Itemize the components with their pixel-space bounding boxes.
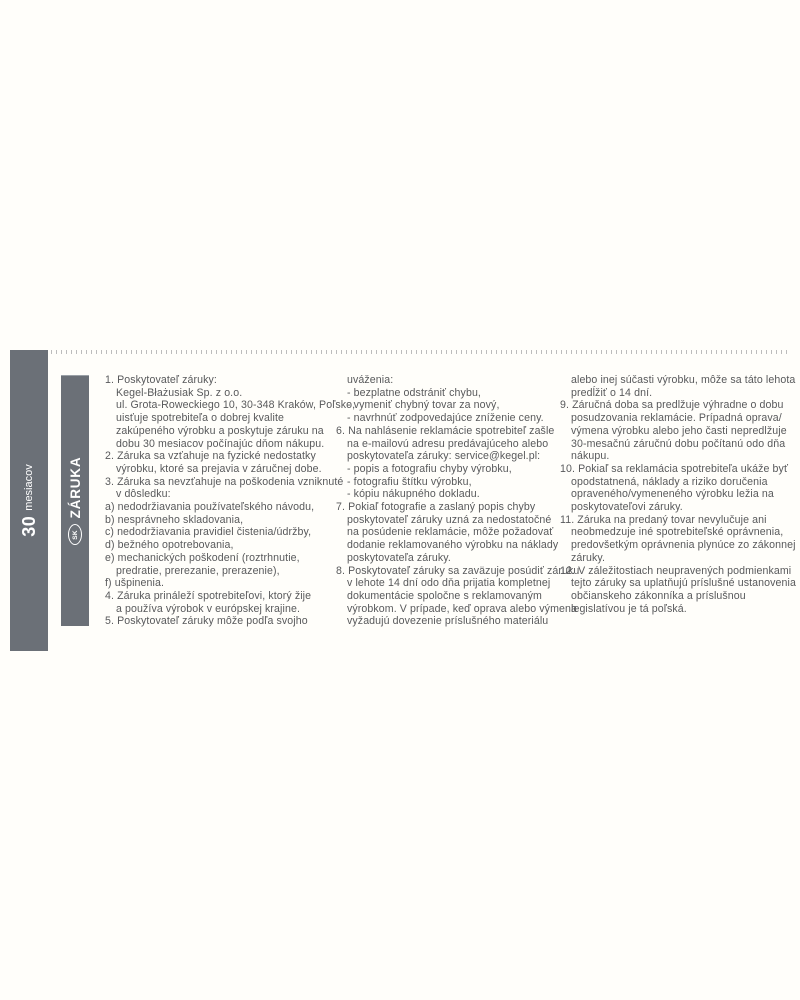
text-line: občianskeho zákonníka a príslušnou bbox=[571, 589, 746, 602]
text-line: b) nesprávneho skladovania, bbox=[105, 513, 244, 526]
warranty-title-bar bbox=[61, 375, 89, 626]
text-line: predĺžiť o 14 dní. bbox=[571, 386, 653, 399]
text-line: - bezplatne odstrániť chybu, bbox=[347, 386, 481, 399]
text-line: 7. Pokiaľ fotografie a zaslaný popis chyby bbox=[336, 501, 536, 514]
text-line: opraveného/vymeneného výrobku ležia na bbox=[571, 488, 774, 501]
text-line: f) ušpinenia. bbox=[105, 577, 165, 590]
text-column bbox=[560, 374, 796, 615]
text-line: 10. Pokiaľ sa reklamácia spotrebiteľa ukáže byť bbox=[560, 462, 789, 475]
text-line: - kópiu nákupného dokladu. bbox=[347, 488, 480, 501]
duration-bar-text bbox=[10, 350, 48, 651]
text-line: 6. Na nahlásenie reklamácie spotrebiteľ zašle bbox=[336, 424, 555, 437]
text-line: neobmedzuje iné spotrebiteľské oprávnenia, bbox=[571, 526, 784, 539]
text-line: 11. Záruka na predaný tovar nevylučuje ani bbox=[560, 513, 767, 526]
text-line: Kegel-Błażusiak Sp. z o.o. bbox=[116, 386, 243, 399]
text-line: výmena výrobku alebo jeho časti nepredlžuje bbox=[571, 424, 787, 437]
text-line: c) nedodržiavania pravidiel čistenia/údržby, bbox=[105, 526, 312, 539]
text-line: 9. Záručná doba sa predlžuje výhradne o dobu bbox=[560, 399, 784, 412]
text-line: výrobkom. V prípade, keď oprava alebo výmena bbox=[347, 602, 577, 615]
text-line: 12. V záležitostiach neupravených podmienkami bbox=[560, 564, 792, 577]
text-line: poskytovateľ záruky uzná za nedostatočné bbox=[347, 513, 552, 526]
text-line: v dôsledku: bbox=[116, 488, 171, 501]
text-line: 5. Poskytovateľ záruky môže podľa svojho bbox=[105, 615, 308, 628]
text-column bbox=[105, 374, 356, 628]
text-line: tejto záruky sa uplatňujú príslušné ustanovenia bbox=[571, 577, 796, 590]
warranty-title: ZÁRUKA bbox=[67, 456, 83, 519]
text-line: e) mechanických poškodení (roztrhnutie, bbox=[105, 551, 300, 564]
sk-country-oval-icon: SK bbox=[68, 524, 82, 545]
text-line: výrobku, ktoré sa prejavia v záručnej dobe. bbox=[116, 462, 322, 475]
text-line: dodanie reklamovaného výrobku na náklady bbox=[347, 539, 559, 552]
text-line: a používa výrobok v európskej krajine. bbox=[116, 602, 300, 615]
warranty-title-text bbox=[61, 376, 89, 626]
text-line: 30-mesačnú záručnú dobu počítanú odo dňa bbox=[571, 437, 786, 450]
text-line: d) bežného opotrebovania, bbox=[105, 539, 234, 552]
text-line: predovšetkým oprávnenia plynúce zo zákonnej bbox=[571, 539, 796, 552]
text-line: záruky. bbox=[571, 551, 606, 564]
duration-unit: mesiacov bbox=[23, 464, 35, 511]
text-line: 2. Záruka sa vzťahuje na fyzické nedostatky bbox=[105, 450, 316, 463]
text-line: 1. Poskytovateľ záruky: bbox=[105, 374, 217, 386]
text-line: ul. Grota-Roweckiego 10, 30-348 Kraków, Poľsko, bbox=[116, 399, 356, 412]
text-line: - popis a fotografiu chyby výrobku, bbox=[347, 462, 512, 475]
text-line: opodstatnená, náklady a riziko doručenia bbox=[571, 475, 768, 488]
duration-number: 30 bbox=[18, 515, 39, 537]
text-line: alebo inej súčasti výrobku, môže sa táto lehota bbox=[571, 374, 796, 386]
text-line: vyžadujú dovezenie príslušného materiálu bbox=[347, 615, 549, 628]
text-line: 8. Poskytovateľ záruky sa zaväzuje posúdiť záruku bbox=[336, 564, 580, 577]
text-line: - vymeniť chybný tovar za nový, bbox=[347, 399, 500, 412]
text-line: posudzovania reklamácie. Prípadná oprava/ bbox=[571, 412, 782, 425]
text-line: legislatívou je tá poľská. bbox=[571, 602, 687, 615]
text-line: uisťuje spotrebiteľa o dobrej kvalite bbox=[116, 412, 284, 425]
text-column bbox=[336, 374, 580, 628]
duration-bar bbox=[10, 350, 48, 651]
text-line: zakúpeného výrobku a poskytuje záruku na bbox=[116, 424, 324, 437]
text-line: 4. Záruka prináleží spotrebiteľovi, ktorý žije bbox=[105, 589, 312, 602]
text-line: poskytovateľa záruky. bbox=[347, 551, 451, 564]
text-line: na posúdenie reklamácie, môže požadovať bbox=[347, 526, 554, 539]
perforation-dotted-line bbox=[51, 350, 790, 354]
text-line: nákupu. bbox=[571, 450, 610, 463]
text-line: poskytovateľa záruky: service@kegel.pl: bbox=[347, 450, 541, 463]
text-line: dobu 30 mesiacov počínajúc dňom nákupu. bbox=[116, 437, 325, 450]
text-line: uváženia: bbox=[347, 374, 394, 386]
text-line: 3. Záruka sa nevzťahuje na poškodenia vzniknuté bbox=[105, 475, 344, 488]
text-line: - navrhnúť zodpovedajúce zníženie ceny. bbox=[347, 412, 544, 425]
text-line: predratie, prerezanie, prerazenie), bbox=[116, 564, 280, 577]
text-line: poskytovateľovi záruky. bbox=[571, 501, 683, 514]
text-line: dokumentácie spoločne s reklamovaným bbox=[347, 589, 542, 602]
text-line: - fotografiu štítku výrobku, bbox=[347, 475, 472, 488]
text-line: v lehote 14 dní odo dňa prijatia kompletnej bbox=[347, 577, 551, 590]
text-line: a) nedodržiavania používateľského návodu, bbox=[105, 501, 315, 514]
text-line: na e-mailovú adresu predávajúceho alebo bbox=[347, 437, 549, 450]
